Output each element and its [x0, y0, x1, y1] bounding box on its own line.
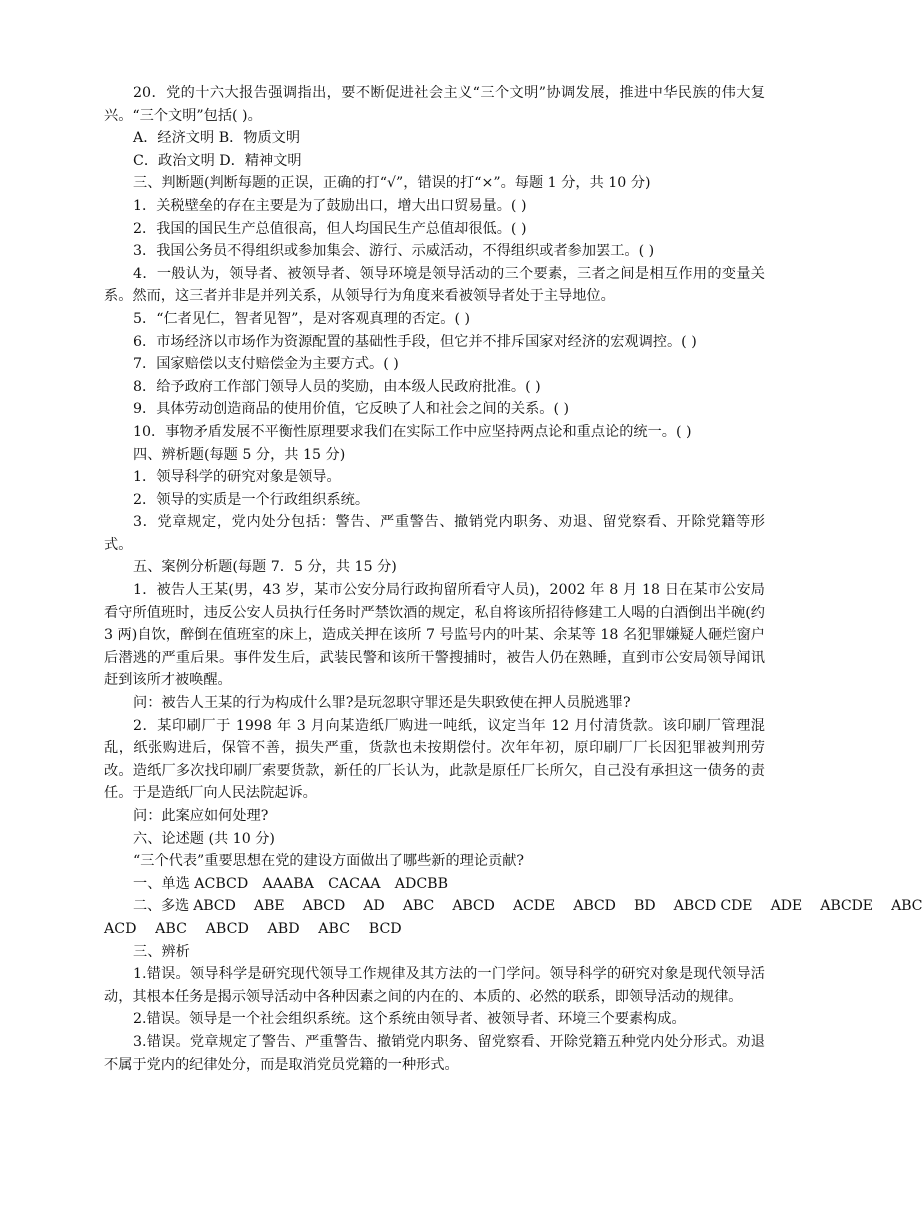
- judge-item-4: 4．一般认为，领导者、被领导者、领导环境是领导活动的三个要素，三者之间是相互作用的变量关系。然而，这三者并非是并列关系，从领导行为角度来看被领导者处于主导地位。: [104, 265, 765, 305]
- judge-item-8: 8．给予政府工作部门领导人员的奖励，由本级人民政府批准。( ): [133, 378, 541, 395]
- case-2-question: 问：此案应如何处理?: [133, 808, 269, 824]
- answer-analysis-2: 2.错误。领导是一个社会组织系统。这个系统由领导者、被领导者、环境三个要素构成。: [133, 1011, 686, 1028]
- judge-item-1: 1．关税壁垒的存在主要是为了鼓励出口，增大出口贸易量。( ): [133, 197, 527, 214]
- essay-question: “三个代表”重要思想在党的建设方面做出了哪些新的理论贡献?: [133, 853, 524, 870]
- judge-item-5: 5．“仁者见仁，智者见智”，是对客观真理的否定。( ): [133, 310, 471, 327]
- section-4-heading: 四、辨析题(每题 5 分，共 15 分): [133, 446, 346, 463]
- judge-item-10: 10．事物矛盾发展不平衡性原理要求我们在实际工作中应坚持两点论和重点论的统一。( ): [133, 423, 692, 440]
- section-6-heading: 六、论述题 (共 10 分): [133, 830, 275, 847]
- answers-multi-choice-line-2: ACD ABC ABCD ABD ABC BCD: [104, 920, 402, 937]
- section-3-heading: 三、判断题(判断每题的正误，正确的打“√”，错误的打“×”。每题 1 分，共 10 分): [133, 175, 651, 192]
- question-20-options-cd: C．政治文明 D．精神文明: [133, 152, 302, 169]
- analysis-item-3: 3．党章规定，党内处分包括：警告、严重警告、撤销党内职务、劝退、留党察看、开除党籍等形式。: [104, 514, 765, 553]
- answers-multi-choice-line-1: 二、多选 ABCD ABE ABCD AD ABC ABCD ACDE ABCD BD ABCD CDE ADE ABCDE ABC: [133, 898, 922, 915]
- judge-item-7: 7．国家赔偿以支付赔偿金为主要方式。( ): [133, 356, 399, 373]
- analysis-item-2: 2．领导的实质是一个行政组织系统。: [133, 491, 370, 508]
- judge-item-3: 3．我国公务员不得组织或参加集会、游行、示威活动，不得组织或者参加罢工。( ): [133, 243, 655, 260]
- answers-single-choice: 一、单选 ACBCD AAABA CACAA ADCBB: [133, 875, 449, 892]
- analysis-item-1: 1．领导科学的研究对象是领导。: [133, 469, 341, 486]
- judge-item-9: 9．具体劳动创造商品的使用价值，它反映了人和社会之间的关系。( ): [133, 401, 570, 418]
- case-1-text: 1．被告人王某(男，43 岁，某市公安分局行政拘留所看守人员)，2002 年 8 月 18 日在某市公安局看守所值班时，违反公安人员执行任务时严禁饮酒的规定，私自将该所招待修建工人喝的白酒倒出半碗(约 3 两)自饮，醉倒在值班室的床上，造成关押在该所 7 号监号内的叶某、余某等 18 名犯罪嫌疑人砸烂窗户后潜逃的严重后果。事件发生后，武装民警和该所干警搜捕时，被告人仍在熟睡，直到市公安局领导闻讯赶到该所才被唤醒。: [104, 582, 765, 689]
- answer-analysis-1: 1.错误。领导科学是研究现代领导工作规律及其方法的一门学问。领导科学的研究对象是现代领导活动，其根本任务是揭示领导活动中各种因素之间的内在的、本质的、必然的联系，即领导活动的规律。: [104, 966, 765, 1005]
- question-20: 20．党的十六大报告强调指出，要不断促进社会主义“三个文明”协调发展，推进中华民族的伟大复兴。“三个文明”包括( )。: [104, 85, 765, 124]
- judge-item-6: 6．市场经济以市场作为资源配置的基础性手段，但它并不排斥国家对经济的宏观调控。( ): [133, 333, 697, 350]
- answers-analysis-heading: 三、辨析: [133, 943, 190, 960]
- case-2-text: 2．某印刷厂于 1998 年 3 月向某造纸厂购进一吨纸，议定当年 12 月付清货款。该印刷厂管理混乱，纸张购进后，保管不善，损失严重，货款也未按期偿付。次年年初，原印刷厂厂长因犯罪被判刑劳改。造纸厂多次找印刷厂索要货款，新任的厂长认为，此款是原任厂长所欠，自己没有承担这一债务的责任。于是造纸厂向人民法院起诉。: [104, 717, 765, 802]
- section-5-heading: 五、案例分析题(每题 7．5 分，共 15 分): [133, 559, 397, 576]
- question-20-options-ab: A．经济文明 B．物质文明: [133, 130, 301, 147]
- judge-item-2: 2．我国的国民生产总值很高，但人均国民生产总值却很低。( ): [133, 220, 527, 237]
- answer-analysis-3: 3.错误。党章规定了警告、严重警告、撤销党内职务、留党察看、开除党籍五种党内处分形式。劝退不属于党内的纪律处分，而是取消党员党籍的一种形式。: [104, 1033, 765, 1073]
- case-1-question: 问：被告人王某的行为构成什么罪?是玩忽职守罪还是失职致使在押人员脱逃罪?: [133, 695, 631, 712]
